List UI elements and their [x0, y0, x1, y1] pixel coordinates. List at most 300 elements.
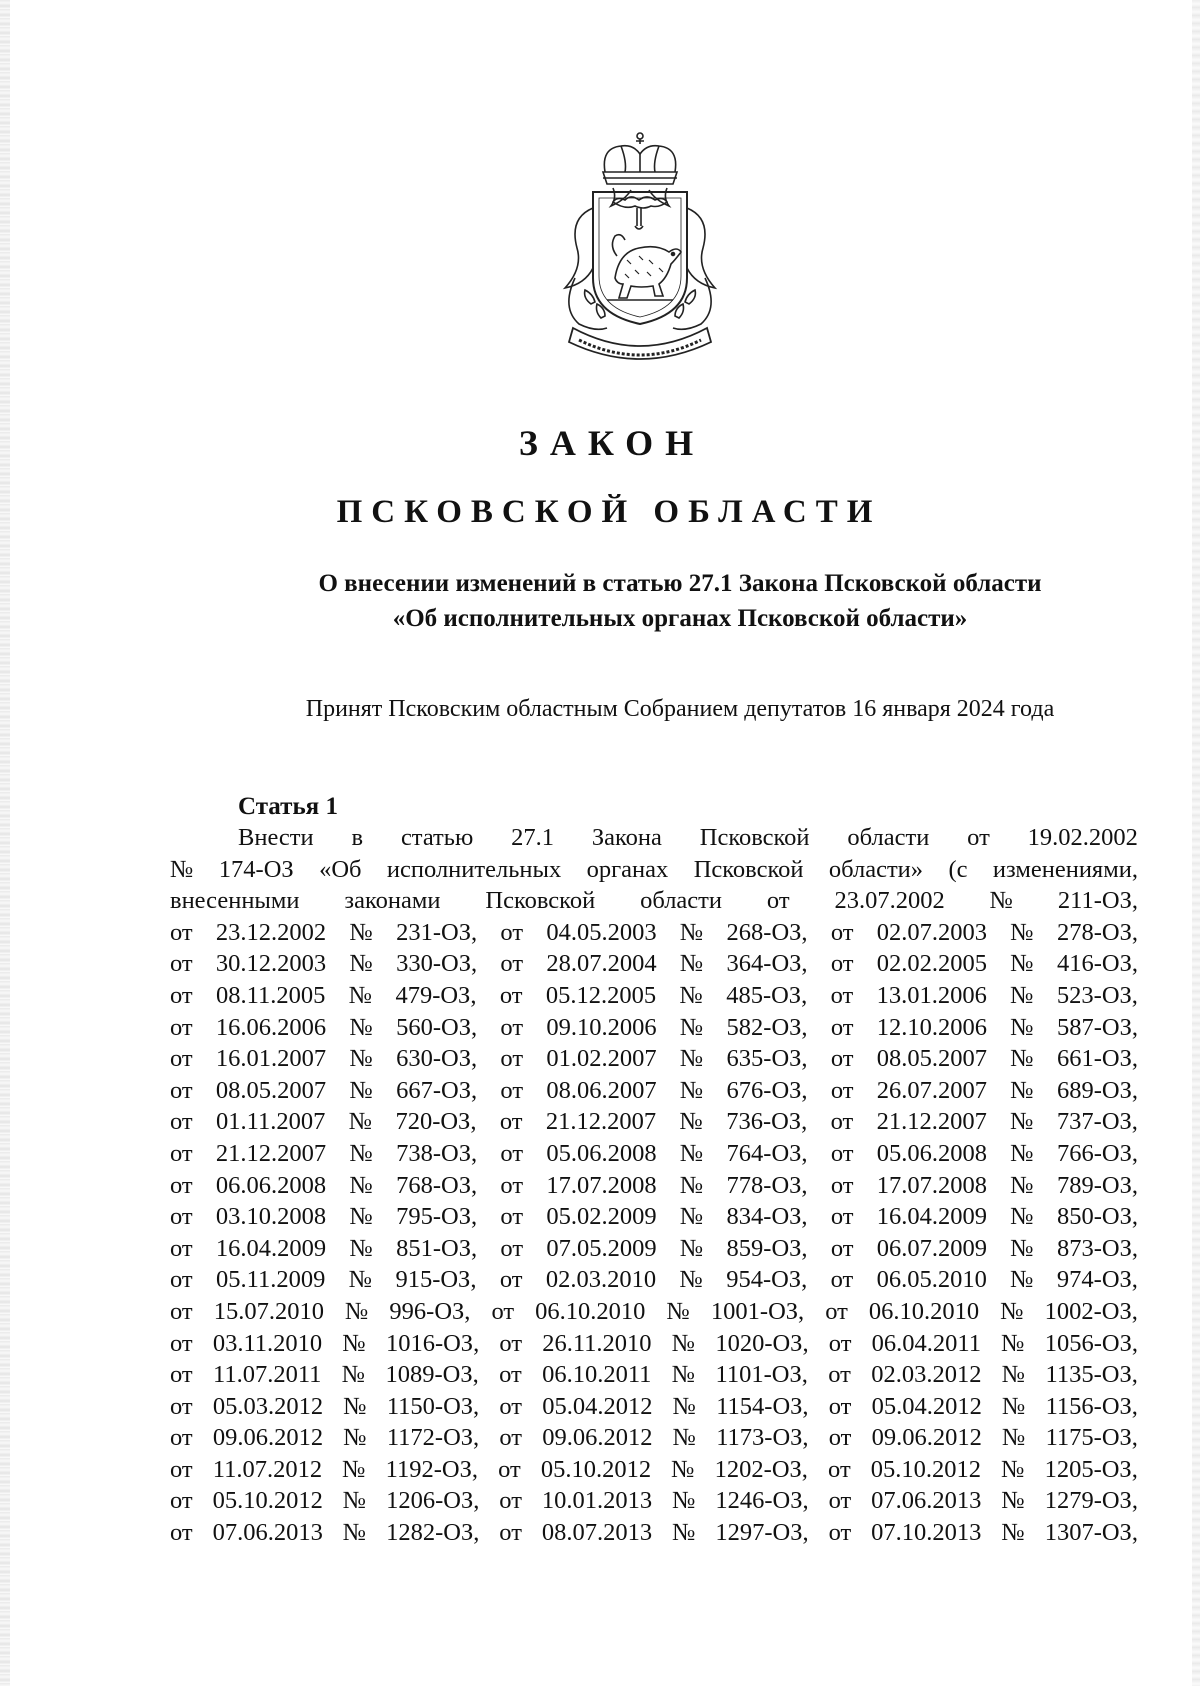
article-word: №	[344, 1297, 369, 1325]
article-text-line	[170, 980, 1138, 1012]
article-word: №	[679, 1076, 704, 1104]
article-word: №	[1010, 1076, 1034, 1104]
article-word: 16.01.2007	[215, 1045, 327, 1073]
article-word: 667-ОЗ,	[396, 1076, 478, 1104]
article-word: №	[679, 1045, 704, 1073]
article-word: 1172-ОЗ,	[386, 1424, 480, 1452]
article-word: №	[349, 1234, 373, 1262]
article-word: 06.05.2010	[876, 1266, 987, 1294]
article-word: от	[170, 1519, 193, 1547]
article-word: 11.07.2011	[212, 1361, 322, 1389]
scan-edge-right	[1192, 0, 1200, 1686]
article-word: 05.11.2009	[216, 1266, 326, 1294]
article-word: №	[672, 1392, 697, 1420]
article-word: (с	[948, 855, 968, 883]
article-word: от	[170, 1139, 193, 1167]
article-word: 07.10.2013	[871, 1519, 982, 1547]
article-word: 795-ОЗ,	[396, 1203, 478, 1231]
article-word: от	[828, 1329, 852, 1357]
article-word: №	[348, 1108, 373, 1136]
article-word: №	[1010, 1013, 1034, 1041]
article-word: от	[499, 1266, 523, 1294]
article-word: 1206-ОЗ,	[386, 1487, 480, 1515]
article-text-line	[170, 917, 1138, 949]
article-word: 851-ОЗ,	[396, 1234, 478, 1262]
article-word: 26.07.2007	[876, 1076, 988, 1104]
article-word: 26.11.2010	[542, 1329, 652, 1357]
article-word: 330-ОЗ,	[396, 950, 478, 978]
article-word: 1089-ОЗ,	[385, 1361, 479, 1389]
article-word: 06.04.2011	[871, 1329, 981, 1357]
article-word: №	[348, 1266, 373, 1294]
article-word: 1205-ОЗ,	[1044, 1455, 1138, 1483]
article-word: от	[500, 1076, 524, 1104]
article-word: от	[170, 1392, 193, 1420]
article-text-line	[170, 1485, 1138, 1517]
article-word: №	[671, 1361, 696, 1389]
article-word: 06.10.2011	[542, 1361, 652, 1389]
article-word: 06.10.2010	[535, 1297, 646, 1325]
article-text-line	[170, 1075, 1138, 1107]
article-word: №	[679, 1203, 704, 1231]
article-word: 08.05.2007	[876, 1045, 988, 1073]
article-word: 15.07.2010	[213, 1297, 324, 1325]
article-word: №	[349, 918, 373, 946]
article-word: 05.10.2012	[540, 1455, 652, 1483]
article-word: в	[351, 824, 364, 851]
article-word: от	[499, 1392, 523, 1420]
article-word: 587-ОЗ,	[1056, 1013, 1138, 1041]
article-word: №	[1010, 1171, 1034, 1199]
article-word: от	[830, 950, 854, 978]
article-word: 996-ОЗ,	[389, 1297, 471, 1325]
article-word: 09.06.2012	[212, 1424, 324, 1452]
article-word: 479-ОЗ,	[395, 981, 477, 1009]
article-word: внесенными	[170, 887, 300, 915]
article-word: от	[499, 981, 523, 1009]
article-word: 635-ОЗ,	[726, 1045, 808, 1073]
article-word: 485-ОЗ,	[726, 981, 808, 1009]
article-word: №	[679, 1139, 704, 1167]
article-word: №	[672, 1424, 697, 1452]
article-word: 768-ОЗ,	[396, 1171, 478, 1199]
article-word: 23.12.2002	[215, 918, 327, 946]
article-word: 789-ОЗ,	[1056, 1171, 1138, 1199]
article-word: 834-ОЗ,	[726, 1203, 808, 1231]
article-word: 1279-ОЗ,	[1044, 1487, 1138, 1515]
article-word: 06.10.2010	[868, 1297, 980, 1325]
article-word: 850-ОЗ,	[1056, 1203, 1138, 1231]
article-word: от	[170, 1361, 193, 1389]
article-word: №	[1001, 1487, 1025, 1515]
article-word: №	[1010, 918, 1034, 946]
article-text-line	[170, 948, 1138, 980]
article-word: 364-ОЗ,	[726, 950, 808, 978]
article-word: Закона	[591, 824, 662, 851]
article-word: 1154-ОЗ,	[716, 1392, 809, 1420]
article-text-line	[170, 1233, 1138, 1265]
document-title-line: «Об исполнительных органах Псковской области»	[392, 605, 968, 632]
article-word: №	[349, 950, 373, 978]
article-word: от	[500, 1234, 524, 1262]
article-word: от	[499, 1361, 522, 1389]
article-word: 416-ОЗ,	[1056, 950, 1138, 978]
article-word: №	[679, 950, 704, 978]
article-word: 05.04.2012	[871, 1392, 982, 1420]
article-word: №	[349, 1171, 373, 1199]
article-word: от	[170, 1234, 193, 1262]
article-word: №	[1001, 1329, 1025, 1357]
article-word: от	[170, 1045, 193, 1073]
article-word: №	[342, 1329, 366, 1357]
article-word: законами	[344, 887, 441, 915]
article-word: 676-ОЗ,	[726, 1076, 808, 1104]
article-word: 231-ОЗ,	[396, 918, 478, 946]
article-word: 19.02.2002	[1027, 824, 1138, 851]
article-word: от	[170, 1108, 193, 1136]
article-text-line	[170, 1391, 1138, 1423]
article-text-line	[170, 854, 1138, 886]
article-text-line	[170, 1517, 1138, 1549]
article-word: 13.01.2006	[876, 981, 987, 1009]
article-word: от	[830, 1076, 854, 1104]
article-word: от	[830, 1203, 854, 1231]
article-word: 582-ОЗ,	[726, 1013, 808, 1041]
article-word: 1173-ОЗ,	[716, 1424, 809, 1452]
article-word: 1202-ОЗ,	[714, 1455, 808, 1483]
scan-edge-left	[0, 0, 10, 1686]
article-word: 736-ОЗ,	[726, 1108, 808, 1136]
article-word: от	[830, 1171, 854, 1199]
article-word: 02.07.2003	[876, 918, 988, 946]
article-word: 174-ОЗ	[218, 855, 294, 883]
article-word: №	[679, 1266, 703, 1294]
article-word: №	[671, 1455, 695, 1483]
article-word: исполнительных	[386, 855, 562, 883]
article-text-line	[170, 1201, 1138, 1233]
article-word: №	[1002, 1392, 1026, 1420]
article-text-line	[170, 1106, 1138, 1138]
article-text-line	[170, 885, 1138, 917]
article-word: области»	[828, 855, 924, 883]
article-word: 12.10.2006	[876, 1013, 988, 1041]
article-word: 1156-ОЗ,	[1045, 1392, 1138, 1420]
article-word: №	[1001, 1455, 1025, 1483]
article-word: от	[170, 1487, 193, 1515]
article-word: 03.10.2008	[215, 1203, 327, 1231]
article-word: 07.05.2009	[546, 1234, 657, 1262]
article-word: области	[847, 824, 930, 851]
article-word: от	[170, 1076, 193, 1104]
article-word: №	[1001, 1519, 1025, 1547]
article-word: от	[500, 1139, 524, 1167]
article-word: 01.11.2007	[216, 1108, 326, 1136]
article-word: от	[500, 1171, 524, 1199]
article-word: 08.05.2007	[215, 1076, 327, 1104]
article-word: от	[498, 1455, 521, 1483]
article-word: Внести	[238, 824, 314, 851]
article-word: №	[672, 1519, 696, 1547]
article-word: от	[491, 1297, 515, 1325]
article-text-line	[170, 1138, 1138, 1170]
article-word: области	[640, 887, 722, 915]
article-word: №	[989, 887, 1013, 915]
article-word: №	[1000, 1297, 1024, 1325]
article-word: от	[828, 1392, 852, 1420]
article-text-line	[170, 1012, 1138, 1044]
article-text-line	[170, 1043, 1138, 1075]
article-word: 630-ОЗ,	[396, 1045, 478, 1073]
article-word: №	[348, 981, 373, 1009]
article-word: 10.01.2013	[541, 1487, 653, 1515]
article-word: 06.07.2009	[876, 1234, 988, 1262]
article-word: от	[500, 1013, 524, 1041]
article-word: №	[679, 918, 704, 946]
article-word: 738-ОЗ,	[396, 1139, 478, 1167]
article-word: от	[170, 1297, 193, 1325]
article-word: №	[349, 1013, 373, 1041]
article-word: №	[349, 1139, 373, 1167]
article-word: 1001-ОЗ,	[710, 1297, 805, 1325]
article-text-line	[170, 1328, 1138, 1360]
article-word: от	[170, 1266, 193, 1294]
article-text-line	[170, 1454, 1138, 1486]
article-word: 766-ОЗ,	[1056, 1139, 1138, 1167]
article-word: 1002-ОЗ,	[1044, 1297, 1138, 1325]
article-word: от	[499, 1487, 522, 1515]
article-word: 17.07.2008	[546, 1171, 657, 1199]
article-word: 915-ОЗ,	[395, 1266, 477, 1294]
article-word: 28.07.2004	[546, 950, 657, 978]
article-word: 737-ОЗ,	[1056, 1108, 1138, 1136]
article-word: от	[830, 1139, 854, 1167]
article-word: от	[830, 1045, 854, 1073]
article-word: 523-ОЗ,	[1056, 981, 1138, 1009]
article-word: от	[825, 1297, 848, 1325]
article-word: №	[342, 1487, 367, 1515]
article-word: 720-ОЗ,	[395, 1108, 477, 1136]
article-word: 21.12.2007	[876, 1108, 987, 1136]
article-word: №	[1010, 1045, 1034, 1073]
article-word: органах	[586, 855, 669, 883]
article-word: Псковской	[699, 824, 810, 851]
article-word: от	[500, 950, 524, 978]
article-word: 02.03.2010	[545, 1266, 657, 1294]
article-word: от	[830, 1013, 854, 1041]
article-text-line	[170, 1422, 1138, 1454]
article-word: от	[828, 1424, 852, 1452]
article-word: 07.06.2013	[212, 1519, 323, 1547]
article-word: от	[170, 918, 193, 946]
article-word: от	[170, 950, 193, 978]
article-word: от	[500, 918, 524, 946]
article-word: от	[499, 1108, 523, 1136]
article-word: 04.05.2003	[546, 918, 657, 946]
article-word: №	[341, 1361, 366, 1389]
article-word: от	[967, 824, 990, 851]
article-text-line	[170, 1359, 1138, 1391]
article-word: №	[666, 1297, 690, 1325]
article-word: 02.02.2005	[876, 950, 988, 978]
article-word: 02.03.2012	[871, 1361, 982, 1389]
article-word: 09.06.2012	[542, 1424, 653, 1452]
article-word: 16.06.2006	[215, 1013, 327, 1041]
article-word: №	[679, 1013, 704, 1041]
article-word: 1016-ОЗ,	[385, 1329, 480, 1357]
article-word: 954-ОЗ,	[726, 1266, 808, 1294]
article-word: №	[679, 1108, 703, 1136]
article-word: 27.1	[511, 824, 554, 851]
article-word: 16.04.2009	[876, 1203, 988, 1231]
article-word: №	[1010, 1203, 1034, 1231]
article-word: от	[170, 1329, 193, 1357]
region-heading: ПСКОВСКОЙ ОБЛАСТИ	[336, 494, 882, 530]
article-word: №	[1010, 1139, 1034, 1167]
article-word: №	[679, 1171, 704, 1199]
article-word: 1282-ОЗ,	[386, 1519, 480, 1547]
article-word: 09.06.2012	[871, 1424, 982, 1452]
article-word: 03.11.2010	[212, 1329, 323, 1357]
article-text-line	[170, 1264, 1138, 1296]
article-word: 211-ОЗ,	[1057, 887, 1138, 915]
article-word: статью	[400, 824, 474, 851]
article-word: от	[170, 1203, 193, 1231]
article-word: 05.06.2008	[876, 1139, 988, 1167]
article-word: №	[349, 1203, 373, 1231]
article-word: от	[830, 981, 854, 1009]
article-word: 873-ОЗ,	[1056, 1234, 1138, 1262]
article-word: от	[500, 1203, 524, 1231]
article-word: №	[349, 1045, 373, 1073]
article-word: от	[170, 1171, 193, 1199]
article-word: 11.07.2012	[212, 1455, 323, 1483]
article-word: от	[499, 1424, 523, 1452]
article-word: №	[1010, 1266, 1034, 1294]
article-word: 05.02.2009	[546, 1203, 657, 1231]
article-text-line	[170, 1170, 1138, 1202]
article-word: 05.12.2005	[545, 981, 657, 1009]
article-word: 974-ОЗ,	[1056, 1266, 1138, 1294]
article-word: от	[830, 1266, 854, 1294]
article-word: «Об	[319, 855, 362, 883]
article-word: 05.03.2012	[212, 1392, 324, 1420]
article-word: 859-ОЗ,	[726, 1234, 808, 1262]
article-word: от	[170, 1455, 193, 1483]
article-word: 1175-ОЗ,	[1045, 1424, 1138, 1452]
article-word: №	[342, 1519, 367, 1547]
article-word: 30.12.2003	[215, 950, 327, 978]
article-word: Псковской	[693, 855, 804, 883]
article-word: от	[830, 1108, 854, 1136]
article-text-line	[170, 822, 1138, 854]
article-word: 17.07.2008	[876, 1171, 988, 1199]
article-word: 07.06.2013	[871, 1487, 982, 1515]
article-word: №	[671, 1329, 696, 1357]
article-word: 08.07.2013	[541, 1519, 653, 1547]
article-word: 09.10.2006	[546, 1013, 657, 1041]
article-word: №	[170, 855, 194, 883]
article-word: 06.06.2008	[215, 1171, 327, 1199]
article-word: 778-ОЗ,	[726, 1171, 808, 1199]
article-word: 661-ОЗ,	[1056, 1045, 1138, 1073]
article-word: 1297-ОЗ,	[715, 1519, 809, 1547]
article-word: от	[830, 918, 854, 946]
article-word: №	[1010, 950, 1034, 978]
article-word: №	[1001, 1361, 1026, 1389]
article-word: 1246-ОЗ,	[715, 1487, 809, 1515]
article-word: №	[343, 1424, 367, 1452]
pskov-region-coat-of-arms-icon	[555, 128, 725, 360]
article-word: 23.07.2002	[834, 887, 945, 915]
article-word: 1192-ОЗ,	[385, 1455, 478, 1483]
article-word: 268-ОЗ,	[726, 918, 808, 946]
article-word: №	[1010, 1234, 1034, 1262]
article-word: 05.06.2008	[546, 1139, 657, 1167]
adoption-statement: Принят Псковским областным Собранием депутатов 16 января 2024 года	[305, 696, 1055, 722]
article-word: 21.12.2007	[215, 1139, 327, 1167]
article-word: 08.06.2007	[546, 1076, 657, 1104]
article-word: 05.10.2012	[870, 1455, 981, 1483]
article-word: Псковской	[485, 887, 596, 915]
article-word: №	[1010, 1108, 1034, 1136]
article-word: от	[170, 1013, 193, 1041]
article-word: 16.04.2009	[215, 1234, 327, 1262]
article-heading: Статья 1	[238, 793, 338, 820]
article-word: 1307-ОЗ,	[1044, 1519, 1138, 1547]
article-word: от	[828, 1455, 851, 1483]
article-word: №	[679, 981, 703, 1009]
article-word: 05.10.2012	[212, 1487, 323, 1515]
document-title-line: О внесении изменений в статью 27.1 Закона Псковской области	[318, 570, 1042, 597]
article-word: №	[679, 1234, 704, 1262]
article-word: 21.12.2007	[545, 1108, 657, 1136]
article-word: 764-ОЗ,	[726, 1139, 808, 1167]
law-heading: ЗАКОН	[518, 423, 706, 463]
article-word: №	[349, 1076, 373, 1104]
article-word: 689-ОЗ,	[1056, 1076, 1138, 1104]
article-word: от	[499, 1329, 523, 1357]
article-word: №	[1002, 1424, 1026, 1452]
article-word: от	[170, 1424, 193, 1452]
article-text-line	[170, 1296, 1138, 1328]
article-word: от	[170, 981, 193, 1009]
article-word: 05.04.2012	[542, 1392, 653, 1420]
article-word: от	[830, 1234, 854, 1262]
article-word: 1020-ОЗ,	[715, 1329, 809, 1357]
article-word: 08.11.2005	[216, 981, 326, 1009]
article-word: от	[500, 1045, 524, 1073]
article-word: 1101-ОЗ,	[715, 1361, 808, 1389]
article-body	[170, 822, 1138, 1549]
article-word: от	[766, 887, 790, 915]
article-word: изменениями,	[992, 855, 1138, 883]
article-word: №	[342, 1455, 366, 1483]
article-word: №	[672, 1487, 696, 1515]
article-word: 01.02.2007	[546, 1045, 657, 1073]
article-word: от	[828, 1519, 852, 1547]
article-word: 1056-ОЗ,	[1044, 1329, 1138, 1357]
article-word: №	[1010, 981, 1034, 1009]
document-title	[170, 566, 1190, 636]
article-word: 1150-ОЗ,	[386, 1392, 480, 1420]
article-word: от	[828, 1487, 852, 1515]
article-word: от	[828, 1361, 851, 1389]
article-word: 1135-ОЗ,	[1045, 1361, 1138, 1389]
article-word: от	[499, 1519, 522, 1547]
article-word: №	[343, 1392, 367, 1420]
article-word: 560-ОЗ,	[396, 1013, 478, 1041]
article-word: 278-ОЗ,	[1056, 918, 1138, 946]
